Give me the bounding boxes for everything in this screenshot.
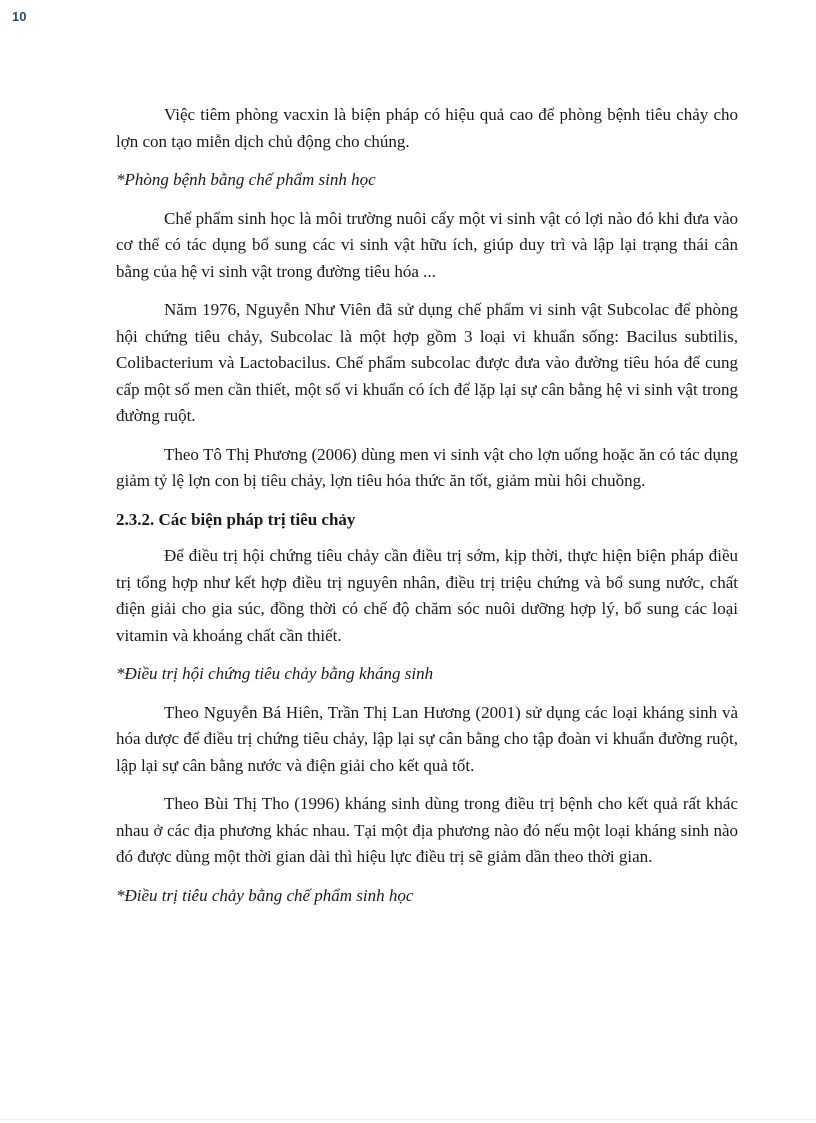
- paragraph-vaccine: Việc tiêm phòng vacxin là biện pháp có hiệu quả cao để phòng bệnh tiêu chảy cho lợn con tạo miễn dịch chủ động cho chúng.: [116, 105, 738, 151]
- document-body: [116, 102, 738, 921]
- paragraph-subcolac: Năm 1976, Nguyễn Như Viên đã sử dụng chế phẩm vi sinh vật Subcolac để phòng hội chứng tiêu chảy, Subcolac là một hợp gồm 3 loại vi khuẩn sống: Bacilus subtilis, Colibacterium và Lactobacilus. Chế phẩm subcolac được đưa vào đường tiêu hóa để cung cấp một số men cần thiết, một số vi khuẩn có ích để lặp lại sự cân bằng hệ vi sinh vật trong đường ruột.: [116, 300, 738, 425]
- page-number: 10: [12, 9, 27, 24]
- subheading-antibiotic-treatment: *Điều trị hội chứng tiêu chảy bằng kháng sinh: [116, 664, 434, 683]
- page-bottom-divider: [0, 1119, 816, 1120]
- paragraph-biological-products: Chế phẩm sinh học là môi trường nuôi cấy một vi sinh vật có lợi nào đó khi đưa vào cơ thể có tác dụng bổ sung các vi sinh vật hữu ích, giúp duy trì và lập lại trạng thái cân bằng của hệ vi sinh vật trong đường tiêu hóa ...: [116, 208, 738, 281]
- subheading-biological-prevention: *Phòng bệnh bằng chế phẩm sinh học: [116, 170, 376, 189]
- paragraph-ba-hien: Theo Nguyễn Bá Hiên, Trần Thị Lan Hương (2001) sử dụng các loại kháng sinh và hóa dược để điều trị chứng tiêu chảy, lập lại sự cân bằng cho tập đoàn vi khuẩn đường ruột, lập lại sự cân bằng nước và điện giải cho kết quả tốt.: [116, 702, 738, 775]
- subheading-biological-treatment: *Điều trị tiêu chảy bằng chế phẩm sinh học: [116, 885, 414, 905]
- paragraph-treatment-overview: Để điều trị hội chứng tiêu chảy cần điều trị sớm, kịp thời, thực hiện biện pháp điều trị tổng hợp như kết hợp điều trị nguyên nhân, điều trị triệu chứng và bổ sung nước, chất điện giải cho gia súc, đồng thời có chế độ chăm sóc nuôi dưỡng hợp lý, bổ sung các loại vitamin và khoáng chất cần thiết.: [116, 546, 738, 645]
- paragraph-to-thi-phuong: Theo Tô Thị Phương (2006) dùng men vi sinh vật cho lợn uống hoặc ăn có tác dụng giảm tỷ lệ lợn con bị tiêu chảy, lợn tiêu hóa thức ăn tốt, giảm mùi hôi chuồng.: [116, 444, 738, 490]
- paragraph-bui-thi-tho: Theo Bùi Thị Tho (1996) kháng sinh dùng trong điều trị bệnh cho kết quả rất khác nhau ở các địa phương khác nhau. Tại một địa phương nào đó nếu một loại kháng sinh nào đó được dùng một thời gian dài thì hiệu lực điều trị sẽ giảm dần theo thời gian.: [116, 794, 738, 866]
- section-heading-treatment: 2.3.2. Các biện pháp trị tiêu chảy: [116, 509, 356, 529]
